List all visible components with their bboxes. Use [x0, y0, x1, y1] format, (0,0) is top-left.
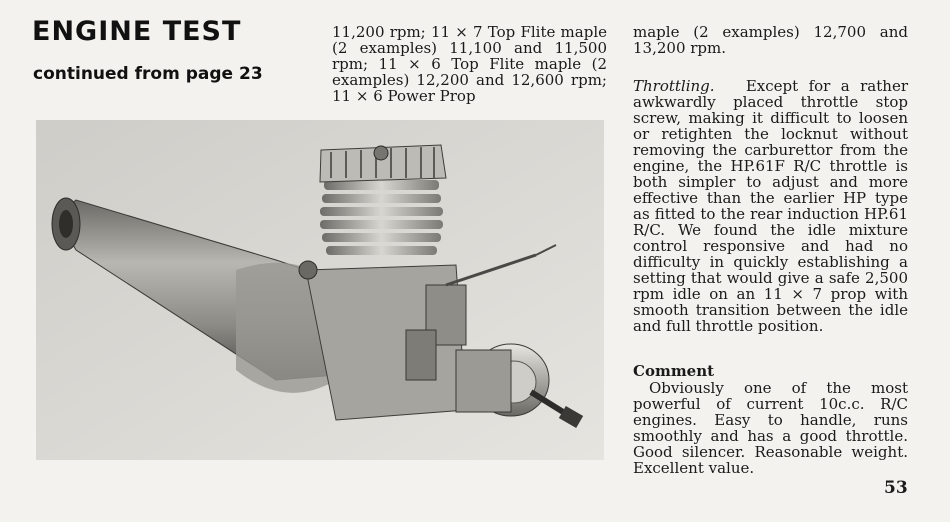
engine-photo: [36, 120, 604, 460]
page-number: 53: [884, 478, 908, 498]
engine-illustration: [36, 120, 604, 460]
throttling-paragraph: [633, 78, 908, 334]
page-title: ENGINE TEST: [32, 16, 242, 47]
column-2-continuation: maple (2 examples) 12,700 and 13,200 rpm.: [633, 23, 908, 57]
column-1-text: 11,200 rpm; 11 × 7 Top Flite maple (2 examples) 11,100 and 11,500 rpm; 11 × 6 Top Flite maple (2 examples) 12,200 and 12,600 rpm; 11 × 6 Power Prop: [332, 23, 607, 105]
comment-heading: Comment: [633, 362, 715, 380]
throttling-text: Except for a rather awkwardly placed throttle stop screw, making it difficult to loosen or retighten the locknut without removing the carburettor from the engine, the HP.61F R/C throttle is both simpler to adjust and more effective than the earlier HP type as fitted to the rear induction HP.61 R/C. We found the idle mixture control responsive and had no difficulty in quickly establishing a setting that would give a safe 2,500 rpm idle on an 11 × 7 prop with smooth transition between the idle and full throttle position.: [633, 77, 908, 335]
comment-paragraph: Obviously one of the most powerful of current 10c.c. R/C engines. Easy to handle, runs smoothly and has a good throttle. Good silencer. Reasonable weight. Excellent value.: [633, 379, 908, 477]
continued-note: continued from page 23: [33, 64, 263, 84]
throttling-label: Throttling.: [633, 77, 715, 95]
